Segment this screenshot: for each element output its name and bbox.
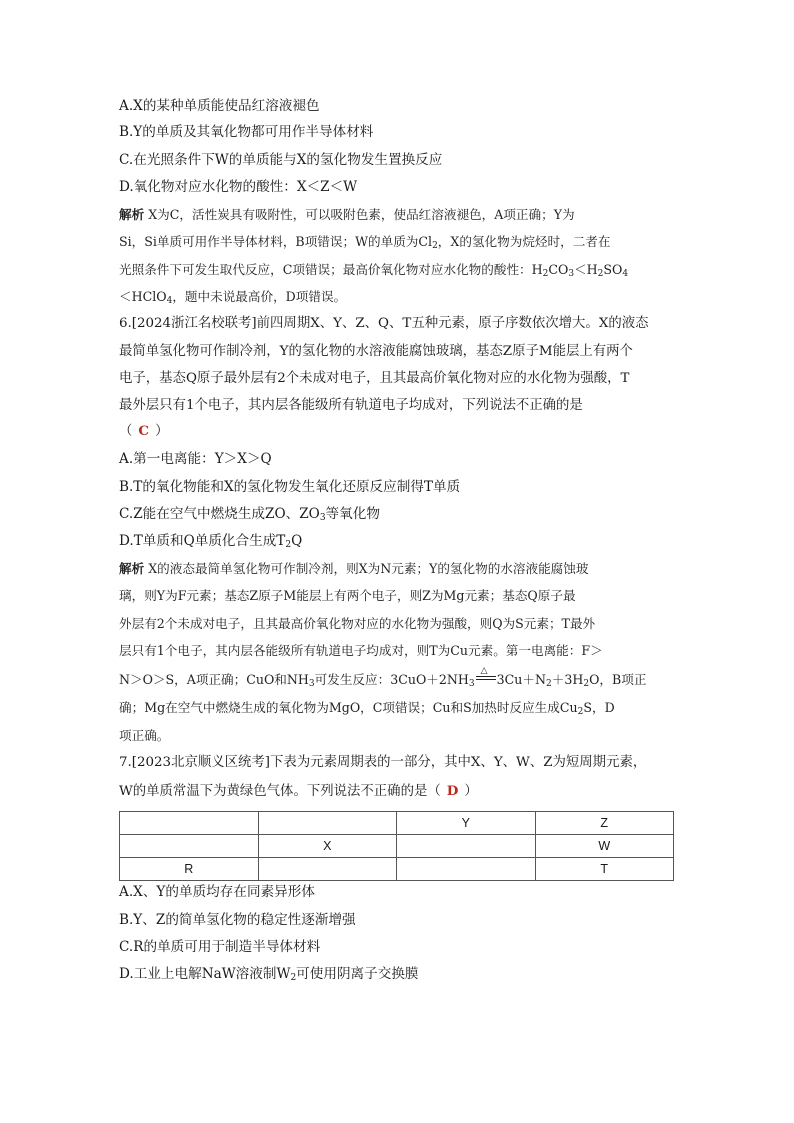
- table-cell: [258, 812, 397, 835]
- table-cell: X: [258, 835, 397, 858]
- table-cell: [397, 835, 536, 858]
- table-row: [120, 812, 674, 835]
- q6-explanation-line-7: 项正确。: [119, 728, 170, 743]
- q7-option-c: C.R的单质可用于制造半导体材料: [119, 939, 321, 955]
- q5-explanation-line-3: 光照条件下可发生取代反应，C项错误；最高价氧化物对应水化物的酸性：$H_2CO_3<H_2SO_4$: [119, 262, 629, 279]
- q6-explanation-line-3: 外层有2个未成对电子，且其最高价氧化物对应的水化物为强酸，则Q为S元素；T最外: [119, 616, 596, 631]
- q5-explanation-line-1: 解析 X为C，活性炭具有吸附性，可以吸附色素，使品红溶液褪色，A项正确；Y为: [119, 207, 575, 222]
- q6-option-d: D.T单质和Q单质化合生成$T_2Q$: [119, 533, 303, 550]
- table-cell: [120, 835, 259, 858]
- table-cell: [397, 858, 536, 881]
- table-row: [120, 835, 674, 858]
- q6-stem-line-1: 6.[2024浙江名校联考]前四周期X、Y、Z、Q、T五种元素，原子序数依次增大。X的液态: [119, 316, 649, 331]
- q5-explanation-label: 解析: [119, 207, 145, 222]
- table-cell: T: [535, 858, 674, 881]
- q6-answer-bracket: （ C ）: [119, 423, 169, 439]
- q5-option-b: B.Y的单质及其氧化物都可用作半导体材料: [119, 124, 374, 140]
- q6-explanation-label: 解析: [119, 561, 145, 576]
- q6-option-b: B.T的氧化物能和X的氢化物发生氧化还原反应制得T单质: [119, 479, 461, 495]
- q5-explanation-line-4: ＜HClO$_4$，题中未说最高价，D项错误。: [119, 289, 347, 306]
- q6-explanation-line-4: 层只有1个电子，其内层各能级所有轨道电子均成对，则T为Cu元素。第一电离能：F＞: [119, 643, 603, 658]
- q7-option-b: B.Y、Z的简单氢化物的稳定性逐渐增强: [119, 912, 356, 928]
- table-cell: Y: [397, 812, 536, 835]
- q7-option-d: D.工业上电解NaW溶液制$W_2$可使用阴离子交换膜: [119, 966, 419, 983]
- q5-explanation-line-2: Si，Si单质可用作半导体材料，B项错误；W的单质为$Cl_2$，X的氢化物为烷烃时，二者在: [119, 234, 611, 251]
- q6-explanation-line-5: N＞O＞S，A项正确；CuO和$NH_3$可发生反应：$3CuO+2NH_3$ △ $3Cu+N_2+3H_2O$，B项正: [119, 670, 679, 690]
- q6-stem-line-2: 最简单氢化物可作制冷剂，Y的氢化物的水溶液能腐蚀玻璃，基态Z原子M能层上有两个: [119, 344, 633, 359]
- table-cell: W: [535, 835, 674, 858]
- table-cell: Z: [535, 812, 674, 835]
- q6-option-c: C.Z能在空气中燃烧生成ZO、$ZO_3$等氧化物: [119, 506, 380, 523]
- q6-explanation-line-6: 确；Mg在空气中燃烧生成的氧化物为MgO，C项错误；Cu和S加热时反应生成$Cu_2S$，D: [119, 700, 615, 717]
- q6-answer: C: [138, 423, 150, 439]
- q5-option-a: A.X的某种单质能使品红溶液褪色: [119, 98, 320, 114]
- q5-option-d: D.氧化物对应水化物的酸性：X＜Z＜W: [119, 179, 358, 195]
- heat-symbol: △: [480, 666, 488, 676]
- q6-explanation-line-2: 璃，则Y为F元素；基态Z原子M能层上有两个电子，则Z为Mg元素；基态Q原子最: [119, 588, 576, 603]
- q7-stem-line-1: 7.[2023北京顺义区统考]下表为元素周期表的一部分，其中X、Y、W、Z为短周期元素，: [119, 755, 647, 770]
- periodic-table-fragment: [119, 811, 674, 881]
- q7-answer: D: [446, 783, 459, 799]
- table-row: [120, 858, 674, 881]
- q7-option-a: A.X、Y的单质均存在同素异形体: [119, 884, 315, 900]
- heat-reaction-arrow: [475, 666, 497, 690]
- table-cell: R: [120, 858, 259, 881]
- table-cell: [258, 858, 397, 881]
- q6-stem-line-4: 最外层只有1个电子，其内层各能级所有轨道电子均成对，下列说法不正确的是: [119, 398, 583, 413]
- q5-option-c: C.在光照条件下W的单质能与X的氢化物发生置换反应: [119, 152, 443, 168]
- q6-stem-line-3: 电子，基态Q原子最外层有2个未成对电子，且其最高价氧化物对应的水化物为强酸，T: [119, 371, 630, 386]
- q6-option-a: A.第一电离能：Y＞X＞Q: [119, 451, 272, 467]
- q7-stem-line-2: W的单质常温下为黄绿色气体。下列说法不正确的是（ D ）: [119, 783, 478, 799]
- q6-explanation-line-1: 解析 X的液态最简单氢化物可作制冷剂，则X为N元素；Y的氢化物的水溶液能腐蚀玻: [119, 561, 589, 576]
- table-cell: [120, 812, 259, 835]
